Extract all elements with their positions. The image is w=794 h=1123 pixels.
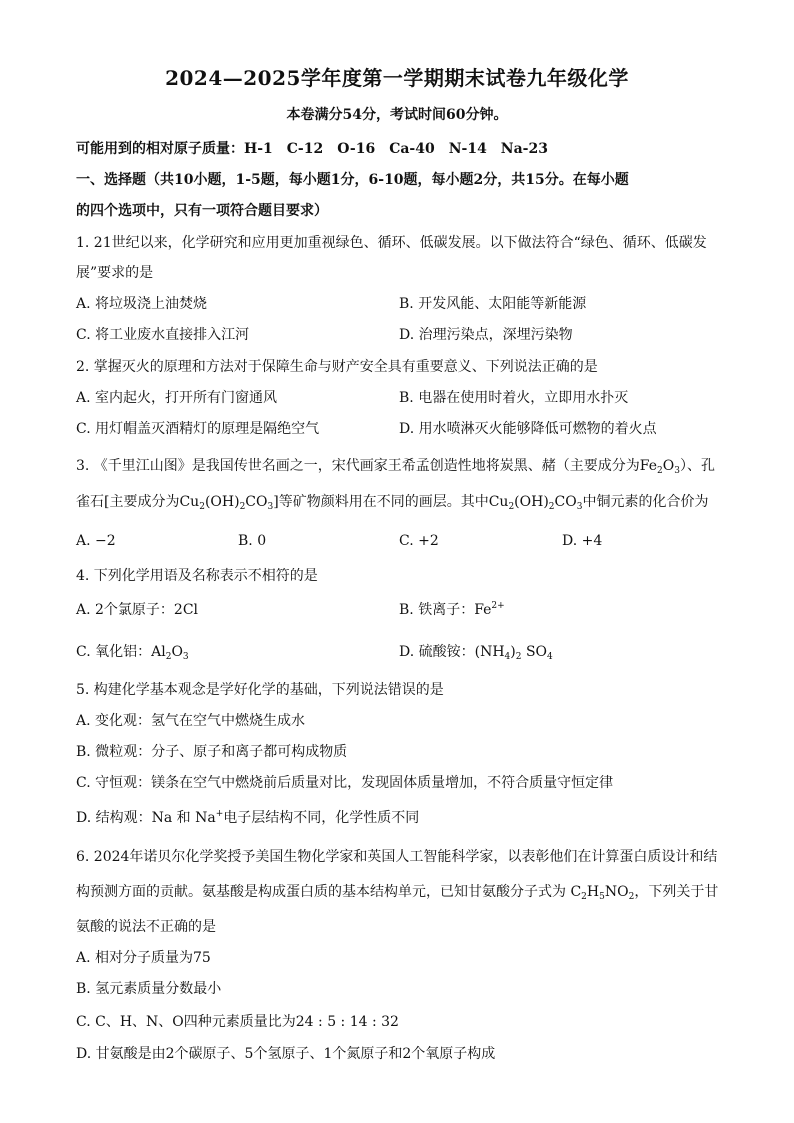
q3-stem-line1: 3. 《千里江山图》是我国传世名画之一，宋代画家王希孟创造性地将炭黑、赭（主要成分为$Fe_2O_3$）、孔 [76,458,715,476]
q4-option-d-text: D. 硫酸铵：(NH [399,644,505,660]
q5-stem: 5. 构建化学基本观念是学好化学的基础，下列说法错误的是 [76,682,444,698]
q2-option-c: C. 用灯帽盖灭酒精灯的原理是隔绝空气 [76,421,320,437]
q1-stem-line1: 1. 21世纪以来，化学研究和应用更加重视绿色、循环、低碳发展。以下做法符合“绿色、循环、低碳发 [76,235,707,251]
q6-option-b: B. 氢元素质量分数最小 [76,981,222,997]
q2-option-d: D. 用水喷淋灭火能够降低可燃物的着火点 [399,421,657,437]
q6-stem-line3: 氨酸的说法不正确的是 [76,919,216,935]
q1-stem-line2: 展”要求的是 [76,265,154,281]
q4-option-b: B. 铁离子：$Fe^{2+}$ [399,601,505,618]
q3-stem-line1-text: 3. 《千里江山图》是我国传世名画之一，宋代画家王希孟创造性地将炭黑、赭（主要成分为Fe [76,458,658,474]
q3-stem-line2-tail: 中铜元素的化合价为 [582,494,709,510]
q6-stem-line2: 构预测方面的贡献。氨基酸是构成蛋白质的基本结构单元，已知甘氨酸分子式为 $C_2H_5NO_2$，下列关于甘 [76,884,719,902]
page-subtitle: 本卷满分54分，考试时间60分钟。 [286,107,508,123]
section1-heading-line2: 的四个选项中，只有一项符合题目要求） [76,203,328,219]
page-title: 2024—2025学年度第一学期期末试卷九年级化学 [165,66,629,90]
q4-option-c-text: C. 氧化铝：Al [76,644,166,660]
atomic-masses-line: 可能用到的相对原子质量：H-1 C-12 O-16 Ca-40 N-14 Na-23 [76,141,548,157]
q3-stem-line2-text: 雀石[主要成分为Cu [76,494,200,510]
q1-option-c: C. 将工业废水直接排入江河 [76,327,250,343]
q1-option-d: D. 治理污染点，深埋污染物 [399,327,573,343]
q3-stem-line2: 雀石[主要成分为$Cu_2(OH)_2CO_3$]等矿物颜料用在不同的画层。其中$Cu_2(OH)_2CO_3$中铜元素的化合价为 [76,494,709,512]
q2-option-a: A. 室内起火，打开所有门窗通风 [76,390,278,406]
q6-option-a: A. 相对分子质量为75 [76,950,211,966]
q6-option-c: C. C、H、N、O四种元素质量比为24 : 5 : 14 : 32 [76,1014,399,1030]
q5-option-d-text: D. 结构观：Na 和 Na [76,810,216,826]
q6-option-d: D. 甘氨酸是由2个碳原子、5个氢原子、1个氮原子和2个氧原子构成 [76,1046,496,1062]
q3-option-a: A. −2 [76,533,116,549]
q1-option-b: B. 开发风能、太阳能等新能源 [399,296,587,312]
q3-stem-line2-mid: 等矿物颜料用在不同的画层。其中Cu [278,494,509,510]
q6-stem-line1: 6. 2024年诺贝尔化学奖授予美国生物化学家和英国人工智能科学家，以表彰他们在计算蛋白质设计和结 [76,849,718,865]
q3-option-d: D. +4 [562,533,603,549]
q3-option-b: B. 0 [238,533,267,549]
section1-heading-line1: 一、选择题（共10小题，1-5题，每小题1分，6-10题，每小题2分，共15分。在每小题 [76,172,629,188]
q2-option-b: B. 电器在使用时着火，立即用水扑灭 [399,390,629,406]
q5-option-d: D. 结构观：Na 和 Na+电子层结构不同，化学性质不同 [76,809,420,826]
q5-option-a: A. 变化观：氢气在空气中燃烧生成水 [76,713,306,729]
q6-stem-line2-text: 构预测方面的贡献。氨基酸是构成蛋白质的基本结构单元，已知甘氨酸分子式为 C [76,884,582,900]
q4-option-c: C. 氧化铝：$Al_2O_3$ [76,644,189,662]
q3-stem-line1-tail: ）、孔 [680,458,715,474]
q3-option-c: C. +2 [399,533,439,549]
q4-stem: 4. 下列化学用语及名称表示不相符的是 [76,568,318,584]
q5-option-b: B. 微粒观：分子、原子和离子都可构成物质 [76,744,348,760]
q2-stem: 2. 掌握灭火的原理和方法对于保障生命与财产安全具有重要意义、下列说法正确的是 [76,359,598,375]
q4-option-a: A. 2个氯原子：2Cl [76,602,199,618]
q6-stem-line2-tail: ，下列关于甘 [634,884,719,900]
q5-option-d-tail: 电子层结构不同，化学性质不同 [223,810,420,826]
q5-option-c: C. 守恒观：镁条在空气中燃烧前后质量对比，发现固体质量增加，不符合质量守恒定律 [76,775,614,791]
q4-option-b-text: B. 铁离子：Fe [399,602,492,618]
q4-option-d-tail: SO [525,644,548,660]
q1-option-a: A. 将垃圾浇上油焚烧 [76,296,208,312]
q4-option-d: D. 硫酸铵：$(NH_4)_2$ $SO_4$ [399,644,553,662]
